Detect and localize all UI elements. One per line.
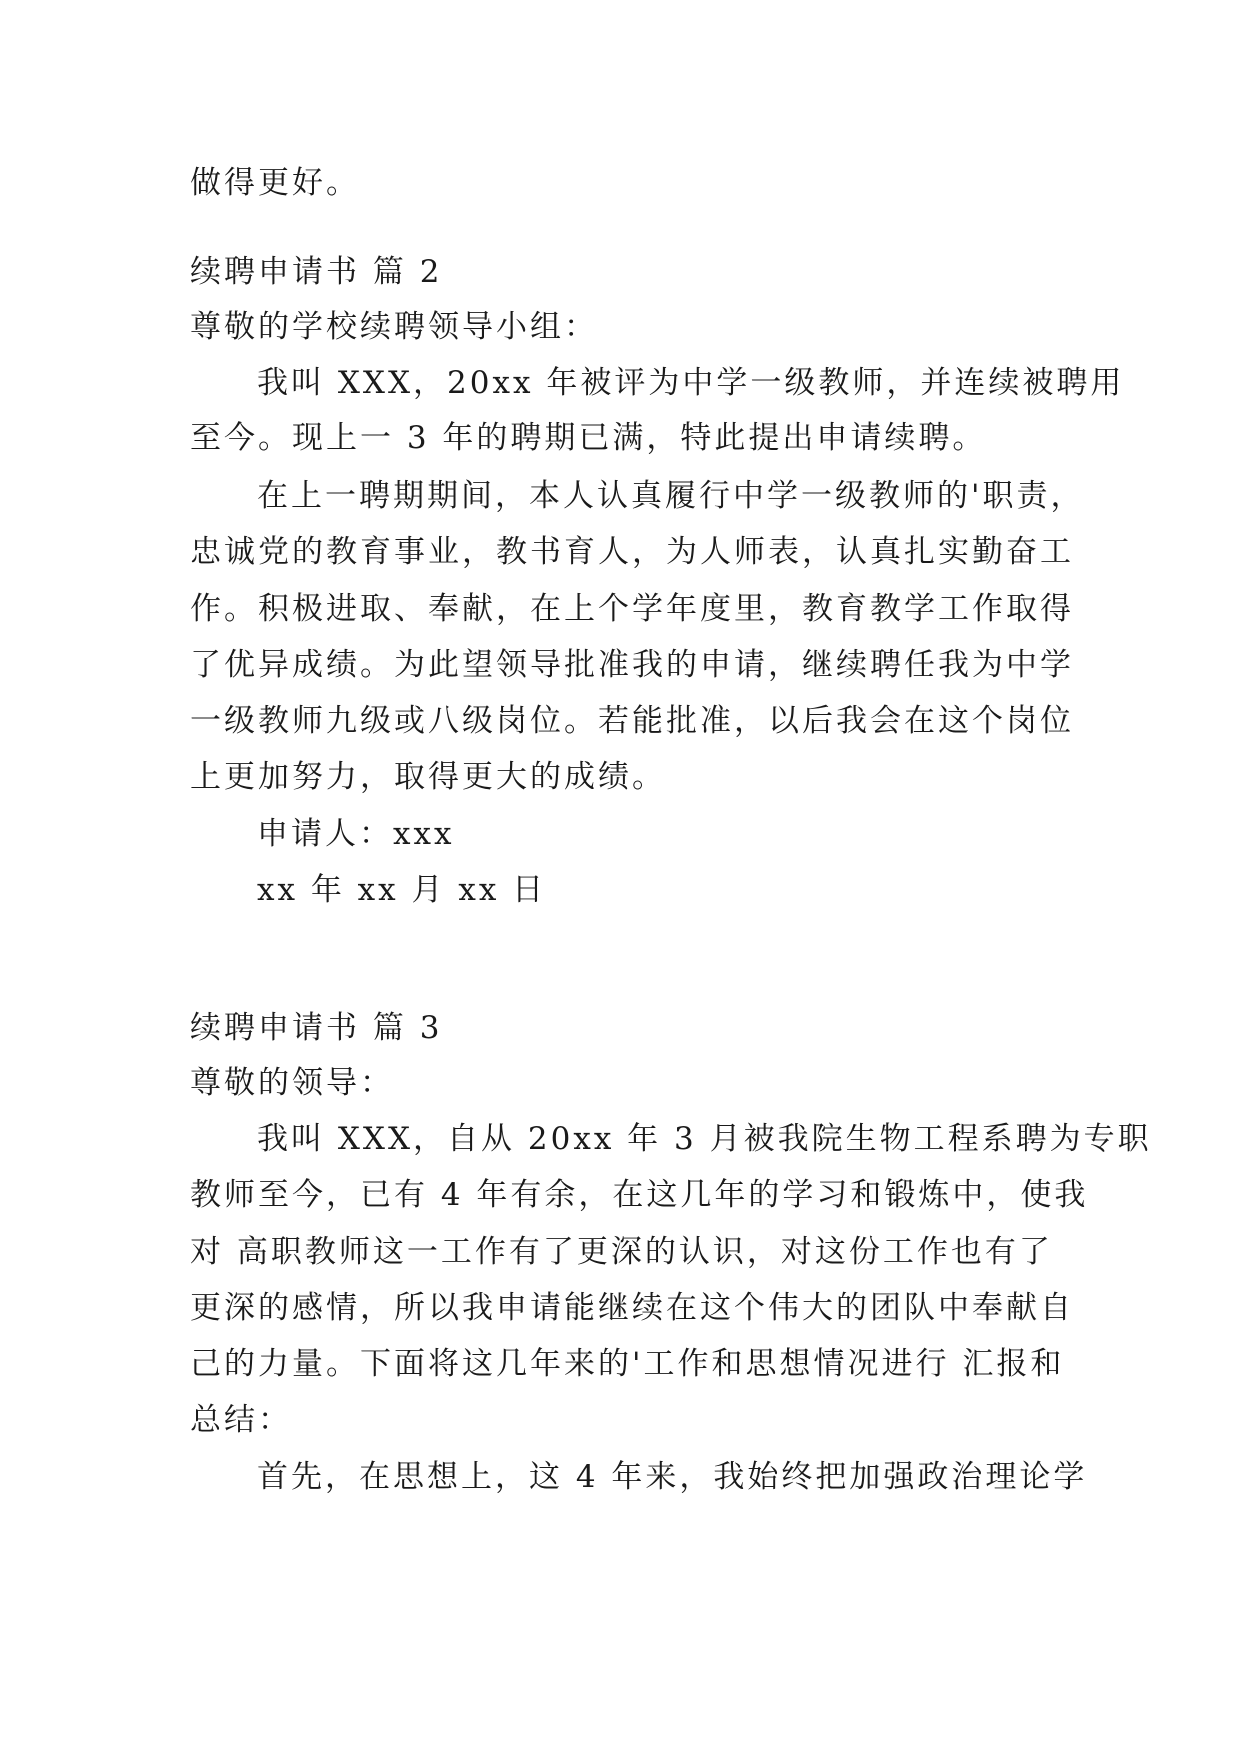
salutation: 尊敬的学校续聘领导小组： [190, 309, 598, 345]
section-heading: 续聘申请书 篇 3 [190, 1010, 443, 1046]
paragraph-line: 做得更好。 [190, 165, 360, 201]
paragraph-line: 在上一聘期期间，本人认真履行中学一级教师的'职责， [257, 478, 1085, 514]
paragraph-line: 一级教师九级或八级岗位。若能批准，以后我会在这个岗位 [190, 703, 1074, 739]
section-heading: 续聘申请书 篇 2 [190, 254, 443, 290]
paragraph-line: 首先，在思想上，这 4 年来，我始终把加强政治理论学 [257, 1459, 1088, 1495]
paragraph-line: 忠诚党的教育事业，教书育人，为人师表，认真扎实勤奋工 [190, 534, 1074, 570]
paragraph-line: 己的力量。下面将这几年来的'工作和思想情况进行 汇报和 [190, 1346, 1065, 1382]
paragraph-line: 至今。现上一 3 年的聘期已满，特此提出申请续聘。 [190, 420, 987, 456]
paragraph-line: 我叫 XXX，自从 20xx 年 3 月被我院生物工程系聘为专职 [257, 1121, 1152, 1157]
salutation: 尊敬的领导： [190, 1065, 394, 1101]
applicant-signature: 申请人：xxx [257, 816, 455, 852]
paragraph-line: 我叫 XXX，20xx 年被评为中学一级教师，并连续被聘用 [257, 365, 1125, 401]
date-line: xx 年 xx 月 xx 日 [257, 872, 547, 908]
paragraph-line: 了优异成绩。为此望领导批准我的申请，继续聘任我为中学 [190, 647, 1074, 683]
paragraph-line: 教师至今，已有 4 年有余，在这几年的学习和锻炼中，使我 [190, 1177, 1089, 1213]
paragraph-line: 上更加努力，取得更大的成绩。 [190, 759, 666, 795]
paragraph-line: 更深的感情，所以我申请能继续在这个伟大的团队中奉献自 [190, 1290, 1074, 1326]
paragraph-line: 总结： [190, 1402, 292, 1438]
paragraph-line: 对 高职教师这一工作有了更深的认识，对这份工作也有了 [190, 1234, 1053, 1270]
paragraph-line: 作。积极进取、奉献，在上个学年度里，教育教学工作取得 [190, 591, 1074, 627]
